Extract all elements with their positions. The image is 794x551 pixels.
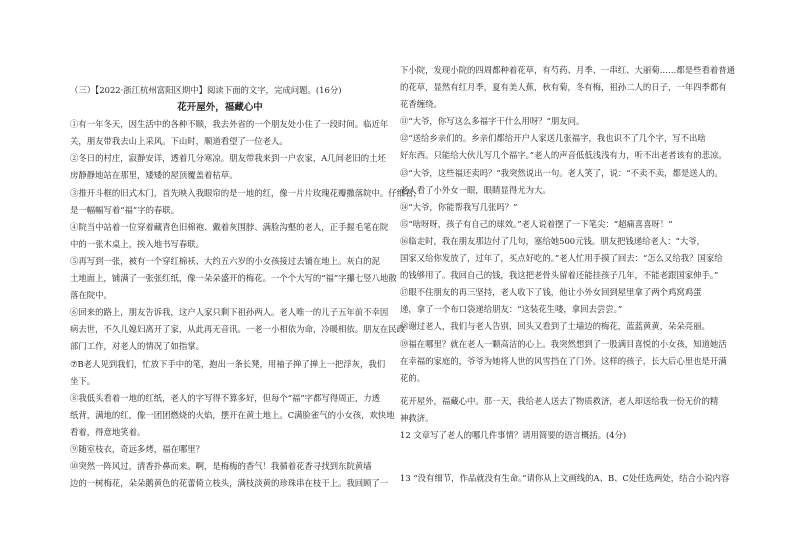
text-line: 坐下。 [70,375,96,386]
text-line: 部门工作，对老人的情况了如指掌。 [70,341,204,352]
text-line [400,444,730,470]
text-line: 的花草，显然有红月季，夏有美人蕉，秋有菊，冬有梅，祖孙二人的日子，一年四季都有 [400,82,727,93]
text-line: ①有一年冬天，因生活中的各种不顺，我去外省的一个朋友处小住了一段时间。临近年 [70,119,389,130]
text-line: ⑰眼不住朋友的再三坚持，老人收下了钱，他让小外女回到屋里拿了两个鸡窝鸡蛋 [400,287,702,298]
text-line: 病去世，不久儿媳妇离开了家，从此再无音讯。一老一小相依为命，冷暖相依。朋友在民政 [70,324,405,335]
question-source: （三）【2022·浙江杭州富阳区期中】阅读下面的文字，完成问题。(16分) [70,85,342,95]
text-line: 中的一张木桌上，挨入地书写春联。 [70,238,204,249]
text-line: 看着，得意地笑着。 [70,426,146,437]
text-line: 花开屋外，福藏心中。那一天，我给老人送去了物质救济，老人却送给我一份无价的精 [400,395,719,406]
text-line: ⑥回来的路上，朋友告诉我，这户人家只剩下祖孙两人。老人唯一的儿子五年前不幸因 [70,307,389,318]
text-line: ⑩突然一阵风过，清香扑鼻而来。啊，是梅梅的香气！我循着花香寻找到东院黄墙 [70,461,372,472]
text-line: 国家又给你发放了，过年了，买点好吃的。”老人忙用手摸了回去：“怎么又给我？国家给 [400,253,723,264]
text-line: 纸背，满地的红，像一团团燃烧的火焰，摆开在黄土地上。C满脸雀气的小女孩，欢快地 [70,409,395,420]
text-line: ④院当中站着一位穿着藏青色旧棉袍、戴着灰围脖、满脸沟壑的老人，正手握毛笔在院 [70,221,389,232]
text-line: ⑧我低头看着一地的红纸，老人的字写得不算多好，但每个“福”字都写得周正，力透 [70,392,381,403]
text-line: ⑯临走时，我在朋友那边付了几句，塞给她500元钱。朋友把钱递给老人：“大爷， [400,235,706,246]
text-line: 的钱够用了。我回自己的钱，我这把老骨头留着还能挂孩子几年，不能老跟国家伸手。” [400,270,719,281]
text-line: 老人看了小外女一眼，眼睛显得尤为大。 [400,184,551,195]
text-line: 房静静地站在那里，矮矮的屋顶覆盖着枯草。 [70,170,238,181]
text-line: 递，拿了一个布口袋递给朋友：“这装花生喽，拿回去尝尝。” [400,304,623,315]
text-line: 土地面上，铺满了一张张红纸，像一朵朵盛开的梅花。一个个大写的“福”字攥七竖八地散 [70,273,397,284]
text-line: ②冬日的村庄，寂静安详，透着几分寒凉。朋友带我来到一户农家，A几间老旧的土坯 [70,153,386,164]
text-line: 花香缠绕。 [400,99,442,110]
text-line: ⑤再写到一张，被有一个穿红棉袄、大约五六岁的小女孩接过去铺在地上。灰白的泥 [70,255,380,266]
right-text-block [400,62,735,487]
text-line: ⑬“大爷，这些福还卖吗？”我突然说出一句。老人笑了，说：“不卖不卖，都是送人的。 [400,167,723,178]
text-line: ⑫“送给乡亲们的。乡亲们都给开户人家送几张福字，我也识不了几个字，写不出啥 [400,133,706,144]
text-line: ③推开斗框的旧式木门，首先映入我眼帘的是一地的红，像一片片玫瑰花瓣撒落院中。仔细看， [70,187,422,198]
text-line: ⑨随室枝衣，奇远多烤，福在哪里？ [70,443,204,454]
passage-title: 花开屋外，福藏心中 [177,102,263,114]
text-line: ⑱谢过老人，我们与老人告别，回头又看到了土墙边的梅花，蓝蓝黄黄，朵朵亮丽。 [400,321,710,332]
text-line: 12 文章写了老人的哪几件事情？请用简要的语言概括。(4分) [400,429,627,440]
text-line: 在幸福的家庭的，爷爷为她将人世的风雪挡在了门外。这样的孩子，长大后心里也是开满 [400,355,727,366]
text-line: 好东西。只能给大伙儿写几个福字。”老人的声音低低浅浅有力，听不出老者该有的悲凉。 [400,150,727,161]
text-line: ⑲福在哪里？就在老人一颗高洁的心上。我突然想到了一股满目喜悦的小女孩，知道她活 [400,338,727,349]
text-line: 花的。 [400,372,426,383]
right-column [400,62,735,487]
text-line: ⑮“啥呀呀，孩子有自己的球效。”老人说着摆了一下笔尖：“超痛喜喜呀！” [400,218,673,229]
text-line: 下小院，发现小院的四周都种着花草，有芍药、月季、一串红、大丽菊……都是些看着普通 [400,65,735,75]
text-line: ⑦B老人见到我们，忙放下手中的笔，抱出一条长凳，用袖子掸了掸上一把浮灰，我们 [70,358,386,369]
text-line: 边的一树梅花，朵朵鹅黄色的花蕾倚立枝头，满枝淡黄的珍珠串在枝干上。我回顾了一 [70,478,389,489]
text-line: 神救济。 [400,412,434,423]
text-line: ⑪“大爷，你写这么多福字干什么用呀？”朋友问。 [400,116,585,127]
text-line: 是一幅幅写着“福”字的春联。 [70,204,180,215]
text-line: ⑭“大爷，你能帮我写几张吗？” [400,201,518,212]
text-line: 关，朋友带我去山上采风。下山时，顺道看望了一位老人。 [70,136,288,147]
text-line: 13 “没有细节，作品就没有生命。”请你从上文画线的A、B、C处任选两处，结合小说内容 [400,473,730,484]
text-line: 落在院中。 [70,290,112,301]
